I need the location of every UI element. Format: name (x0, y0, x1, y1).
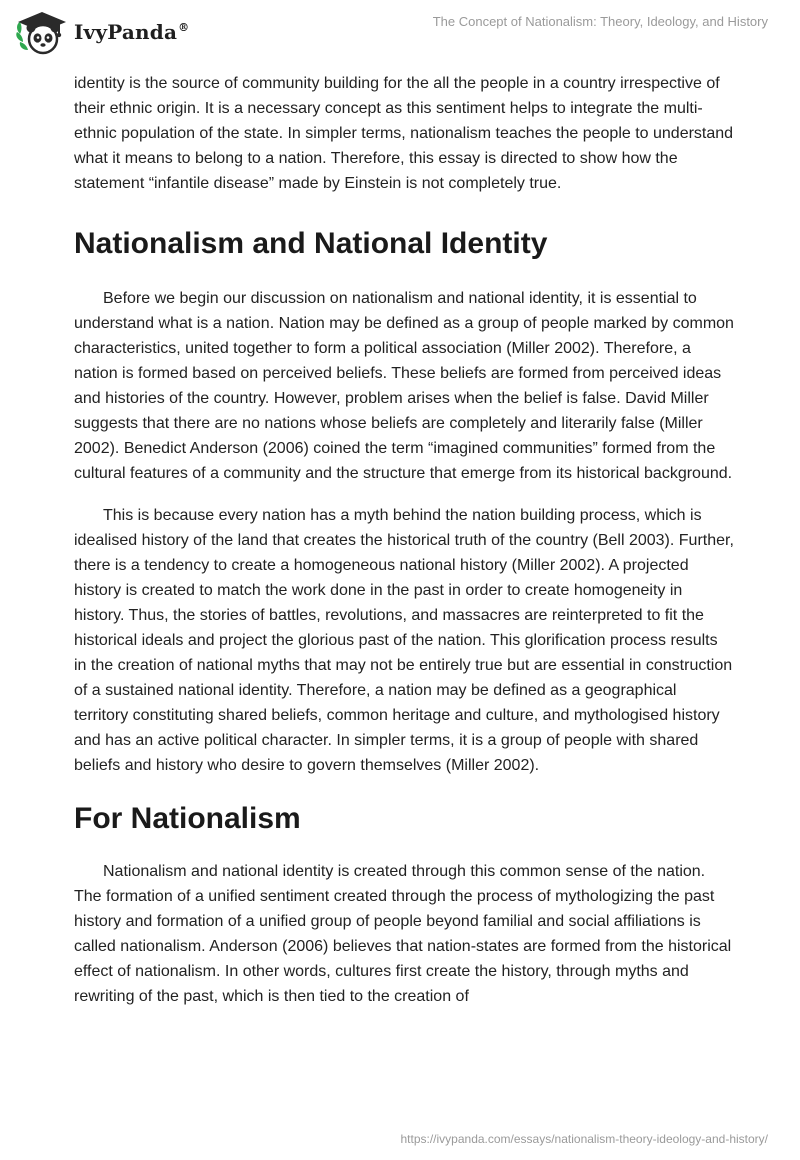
paragraph-nation-definition: Before we begin our discussion on nationalism and national identity, it is essential to understand what is a nation. Nation may be defined as a group of people marked by common characteristics, united together to form a political association (Miller 2002). Therefore, a nation is formed based on perceived beliefs. These beliefs are formed from perceived ideas and histories of the country. However, problem arises when the belief is false. David Miller suggests that there are no nations whose beliefs are completely and literarily false (Miller 2002). Benedict Anderson (2006) coined the term “imagined communities” formed from the cultural features of a community and the structure that emerge from its historical background. (74, 290, 734, 482)
section-heading-nationalism-and-national-identity: Nationalism and National Identity (74, 227, 548, 260)
intro-paragraph: identity is the source of community building for the all the people in a country irrespective of their ethnic origin. It is a necessary concept as this sentiment helps to integrate the multi-ethnic population of the state. In simpler terms, nationalism teaches the people to understand what it means to belong to a nation. Therefore, this essay is directed to show how the statement “infantile disease” made by Einstein is not completely true. (74, 75, 734, 192)
source-url[interactable]: https://ivypanda.com/essays/nationalism-theory-ideology-and-history/ (400, 1132, 768, 1146)
ivypanda-logo[interactable] (14, 8, 189, 56)
brand-name (74, 20, 189, 44)
article-body (74, 71, 734, 1009)
page-header (0, 0, 800, 70)
document-title: The Concept of Nationalism: Theory, Ideology, and History (432, 14, 768, 29)
section-heading-for-nationalism: For Nationalism (74, 802, 301, 835)
paragraph-nationalism-formation: Nationalism and national identity is created through this common sense of the nation. The formation of a unified sentiment created through the process of mythologizing the past history and formation of a unified group of people beyond familial and social affiliations is called nationalism. Anderson (2006) believes that nation-states are formed from the historical effect of nationalism. In other words, cultures first create the history, through myths and rewriting of the past, which is then tied to the creation of (74, 863, 732, 1005)
registered-mark: ® (178, 21, 190, 34)
panda-graduation-cap-icon (14, 8, 70, 56)
brand-name-text: IvyPanda (74, 20, 178, 44)
paragraph-national-myth: This is because every nation has a myth behind the nation building process, which is idealised history of the land that creates the historical truth of the country (Bell 2003). Further, there is a tendency to create a homogeneous national history (Miller 2002). A projected history is created to match the work done in the past in order to create homogeneity in history. Thus, the stories of battles, revolutions, and massacres are reinterpreted to fit the historical ideals and project the glorious past of the nation. This glorification process results in the creation of national myths that may not be entirely true but are essential in construction of a sustained national identity. Therefore, a nation may be defined as a geographical territory constituting shared beliefs, common heritage and culture, and mythologised history and has an active political character. In simpler terms, it is a group of people with shared beliefs and history who desire to govern themselves (Miller 2002). (74, 507, 734, 774)
